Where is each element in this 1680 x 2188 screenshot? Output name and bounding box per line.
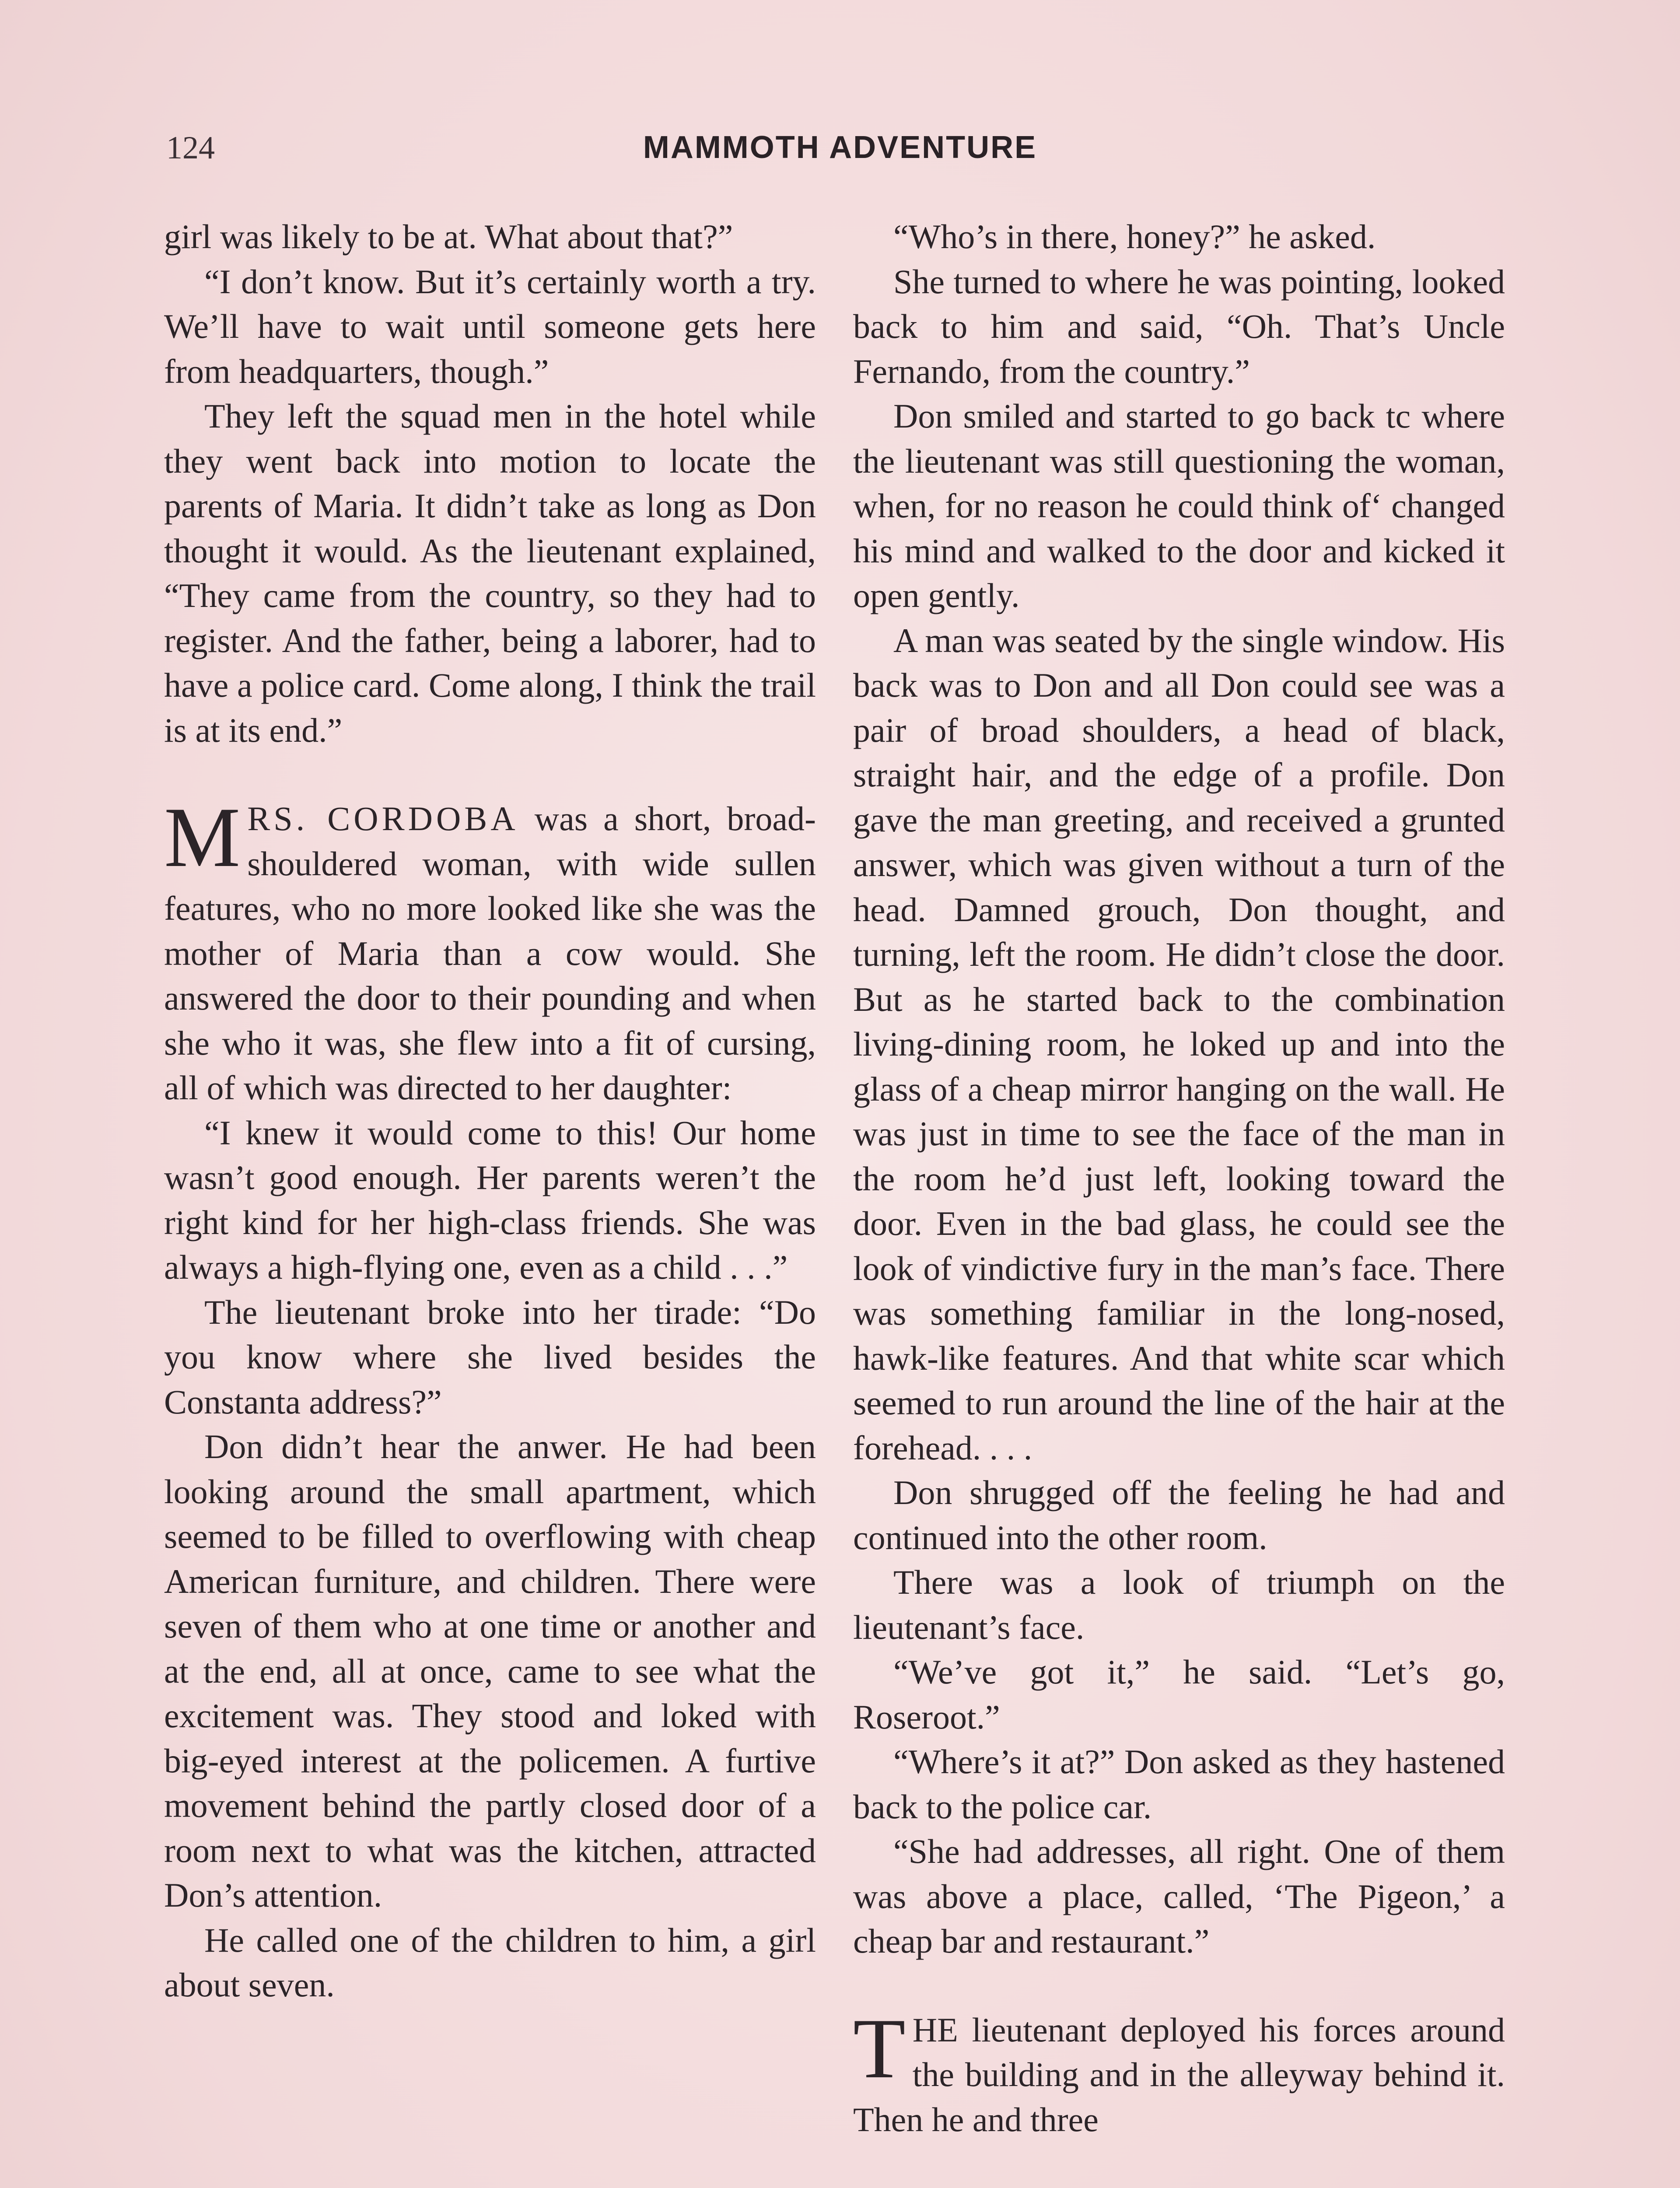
section-opening-paragraph — [853, 2001, 1505, 2142]
section-opening-paragraph — [164, 790, 816, 1111]
paragraph: girl was likely to be at. What about that?” — [164, 217, 733, 256]
paragraph: She turned to where he was pointing, looked back to him and said, “Oh. That’s Uncle Fernando, from the country.” — [853, 262, 1505, 390]
paragraph: Don didn’t hear the anwer. He had been looking around the small apartment, which seemed to be filled to overflowing with cheap American furniture, and children. There were seven of them who at one time or another and at the end, all at once, came to see what the excitement was. They stood and loked with big-eyed interest at the policemen. A furtive movement behind the partly closed door of a room next to what was the kitchen, attracted Don’s attention. — [164, 1427, 816, 1914]
page-number: 124 — [166, 130, 215, 166]
page-header — [166, 130, 1514, 178]
paragraph-text: was a short, broad-shouldered woman, with wide sullen features, who no more looked like she was the mother of Maria than a cow would. She answered the door to their pounding and when she who it was, she flew into a fit of cursing, all of which was directed to her daughter: — [164, 799, 816, 1107]
paragraph: The lieutenant broke into her tirade: “Do you know where she lived besides the Constanta address?” — [164, 1293, 816, 1421]
left-column — [164, 214, 816, 2008]
paragraph-text: HE lieutenant deployed his forces around the building and in the alleyway behind it. Then he and three — [853, 2010, 1505, 2139]
paragraph: “She had addresses, all right. One of them was above a place, called, ‘The Pigeon,’ a cheap bar and restaurant.” — [853, 1832, 1505, 1960]
paragraph: “We’ve got it,” he said. “Let’s go, Roseroot.” — [853, 1653, 1505, 1736]
paragraph: “Who’s in there, honey?” he asked. — [893, 217, 1376, 256]
running-title: MAMMOTH ADVENTURE — [643, 130, 1037, 165]
paragraph: A man was seated by the single window. His back was to Don and all Don could see was a pair of broad shoulders, a head of black, straight hair, and the edge of a profile. Don gave the man greeting, and received a grunted answer, which was given without a turn of the head. Damned grouch, Don thought, and turning, left the room. He didn’t close the door. But as he started back to the combination living-dining room, he loked up and into the glass of a cheap mirror hanging on the wall. He was just in time to see the face of the man in the room he’d just left, looking toward the door. Even in the bad glass, he could see the look of vindictive fury in the man’s face. There was something familiar in the long-nosed, hawk-like features. And that white scar which seemed to run around the line of the hair at the forehead. . . . — [853, 621, 1505, 1467]
right-column — [853, 214, 1505, 2142]
paragraph: “I knew it would come to this! Our home wasn’t good enough. Her parents weren’t the right kind for her high-class friends. She was always a high-flying one, even as a child . . .” — [164, 1113, 816, 1286]
paragraph: “Where’s it at?” Don asked as they hastened back to the police car. — [853, 1743, 1505, 1826]
drop-cap: T — [853, 2001, 906, 2096]
paragraph: “I don’t know. But it’s certainly worth a try. We’ll have to wait until someone gets here from headquarters, though.” — [164, 262, 816, 390]
paragraph: He called one of the children to him, a girl about seven. — [164, 1921, 816, 2004]
drop-cap: M — [164, 790, 241, 885]
lead-in-caps: RS. CORDOBA — [247, 799, 519, 838]
paragraph: There was a look of triumph on the lieutenant’s face. — [853, 1563, 1505, 1646]
paragraph: Don smiled and started to go back tc where the lieutenant was still questioning the woman, when, for no reason he could think of‘ changed his mind and walked to the door and kicked it open gently. — [853, 397, 1505, 614]
paragraph: Don shrugged off the feeling he had and continued into the other room. — [853, 1473, 1505, 1557]
paragraph: They left the squad men in the hotel while they went back into motion to locate the parents of Maria. It didn’t take as long as Don thought it would. As the lieutenant explained, “They came from the country, so they had to register. And the father, being a laborer, had to have a police card. Come along, I think the trail is at its end.” — [164, 397, 816, 749]
